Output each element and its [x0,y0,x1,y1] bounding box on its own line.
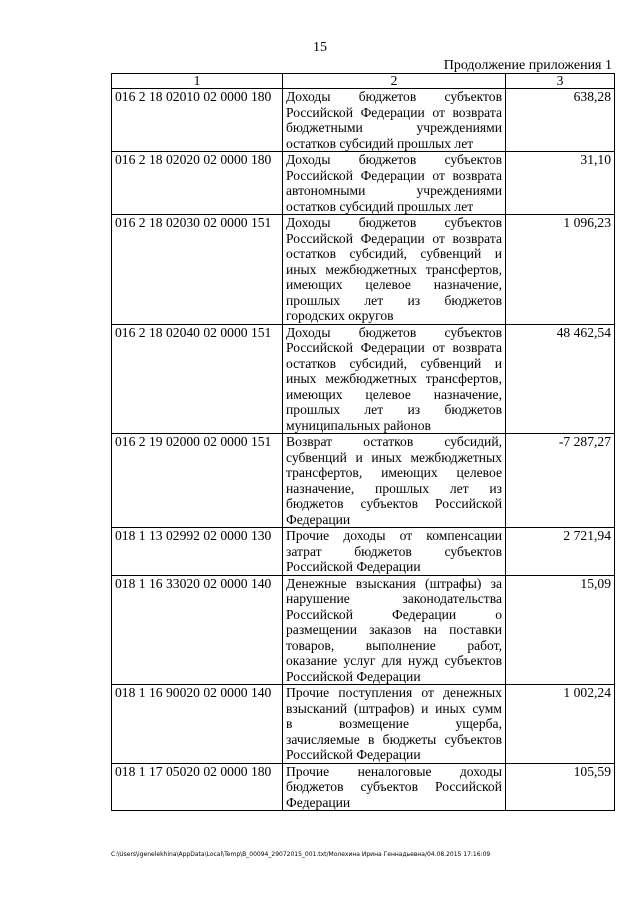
table-row [112,89,615,152]
description-line: городских округов [286,308,394,323]
description-line: субвенций и иных межбюджетных [286,449,502,465]
description-line: Российской Федерации от возврата [286,230,502,246]
description-line: прошлых лет из бюджетов [286,402,502,417]
amount-cell: 1 002,24 [506,685,615,764]
description-cell [283,89,506,152]
table-row [112,685,615,764]
description-line: в возмещение ущерба, [286,716,502,731]
description-line: Прочие поступления от денежных [286,685,502,700]
description-cell [283,763,506,811]
description-line: взысканий (штрафов) и иных сумм [286,700,502,716]
description-line: бюджетов субъектов Российской [286,779,502,794]
table-row [112,434,615,528]
description-line: Возврат остатков субсидий, [286,434,502,449]
description-line: Российской Федерации [286,559,421,574]
table-row [112,528,615,576]
description-line: назначение, прошлых лет из [286,480,502,496]
amount-cell: 105,59 [506,763,615,811]
description-line: Российской Федерации [286,668,421,684]
column-header-3: 3 [506,74,615,89]
description-line: оказание услуг для нужд субъектов [286,653,502,668]
description-cell [283,575,506,685]
description-line: Доходы бюджетов субъектов [286,324,502,340]
description-line: товаров, выполнение работ, [286,637,502,653]
budget-code-cell: 018 1 16 90020 02 0000 140 [112,685,283,764]
column-header-2: 2 [283,74,506,89]
file-path-footer: C:\Users\igenelekhina\AppData\Local\Temp\B_00094_29072015_001.txt/Молехина Ирина Геннадьевна/04.08.2015 17:16:09 [111,851,491,858]
description-line: иных межбюджетных трансфертов, [286,261,502,277]
description-cell [283,215,506,325]
amount-cell: 15,09 [506,575,615,685]
column-header-1: 1 [112,74,283,89]
description-line: автономными учреждениями [286,183,502,198]
description-line: остатков субсидий прошлых лет [286,198,474,214]
description-line: муниципальных районов [286,417,431,433]
budget-code-cell: 018 1 13 02992 02 0000 130 [112,528,283,576]
description-line: затрат бюджетов субъектов [286,543,502,559]
description-line: имеющих целевое назначение, [286,386,502,402]
amount-cell: 1 096,23 [506,215,615,325]
description-cell [283,434,506,528]
description-line: трансфертов, имеющих целевое [286,465,502,480]
table-row [112,324,615,434]
description-line: Доходы бюджетов субъектов [286,215,502,230]
description-line: Доходы бюджетов субъектов [286,152,502,167]
description-cell [283,324,506,434]
description-line: иных межбюджетных трансфертов, [286,371,502,386]
table-row [112,763,615,811]
table-body [112,89,615,811]
description-line: остатков субсидий, субвенций и [286,355,502,371]
budget-code-cell: 016 2 18 02030 02 0000 151 [112,215,283,325]
budget-code-cell: 016 2 19 02000 02 0000 151 [112,434,283,528]
amount-cell: -7 287,27 [506,434,615,528]
amount-cell: 2 721,94 [506,528,615,576]
description-line: Федерации [286,511,351,527]
budget-code-cell: 018 1 16 33020 02 0000 140 [112,575,283,685]
table-row [112,152,615,215]
description-line: остатков субсидий прошлых лет [286,135,474,151]
budget-code-cell: 016 2 18 02040 02 0000 151 [112,324,283,434]
budget-code-cell: 018 1 17 05020 02 0000 180 [112,763,283,811]
description-line: бюджетными учреждениями [286,120,502,135]
description-line: Российской Федерации [286,747,421,762]
description-line: имеющих целевое назначение, [286,277,502,292]
amount-cell: 31,10 [506,152,615,215]
description-line: остатков субсидий, субвенций и [286,246,502,261]
description-line: Российской Федерации от возврата [286,167,502,183]
description-cell [283,528,506,576]
description-line: прошлых лет из бюджетов [286,292,502,308]
description-cell [283,685,506,764]
description-line: Федерации [286,794,351,810]
budget-code-cell: 016 2 18 02010 02 0000 180 [112,89,283,152]
description-line: зачисляемые в бюджеты субъектов [286,731,502,747]
description-line: нарушение законодательства [286,591,502,606]
table-header [112,74,615,89]
amount-cell: 48 462,54 [506,324,615,434]
description-line: Российской Федерации от возврата [286,340,502,355]
description-cell [283,152,506,215]
description-line: Доходы бюджетов субъектов [286,89,502,104]
description-line: Прочие доходы от компенсации [286,528,502,543]
page-number: 15 [313,40,327,55]
description-line: размещении заказов на поставки [286,622,502,637]
description-line: бюджетов субъектов Российской [286,496,502,511]
amount-cell: 638,28 [506,89,615,152]
description-line: Российской Федерации от возврата [286,104,502,120]
revenue-table [111,73,615,811]
appendix-continuation-label: Продолжение приложения 1 [443,58,612,73]
table-row [112,215,615,325]
table-row [112,575,615,685]
description-line: Денежные взыскания (штрафы) за [286,575,502,591]
description-line: Российской Федерации о [286,606,502,622]
budget-code-cell: 016 2 18 02020 02 0000 180 [112,152,283,215]
description-line: Прочие неналоговые доходы [286,763,502,779]
